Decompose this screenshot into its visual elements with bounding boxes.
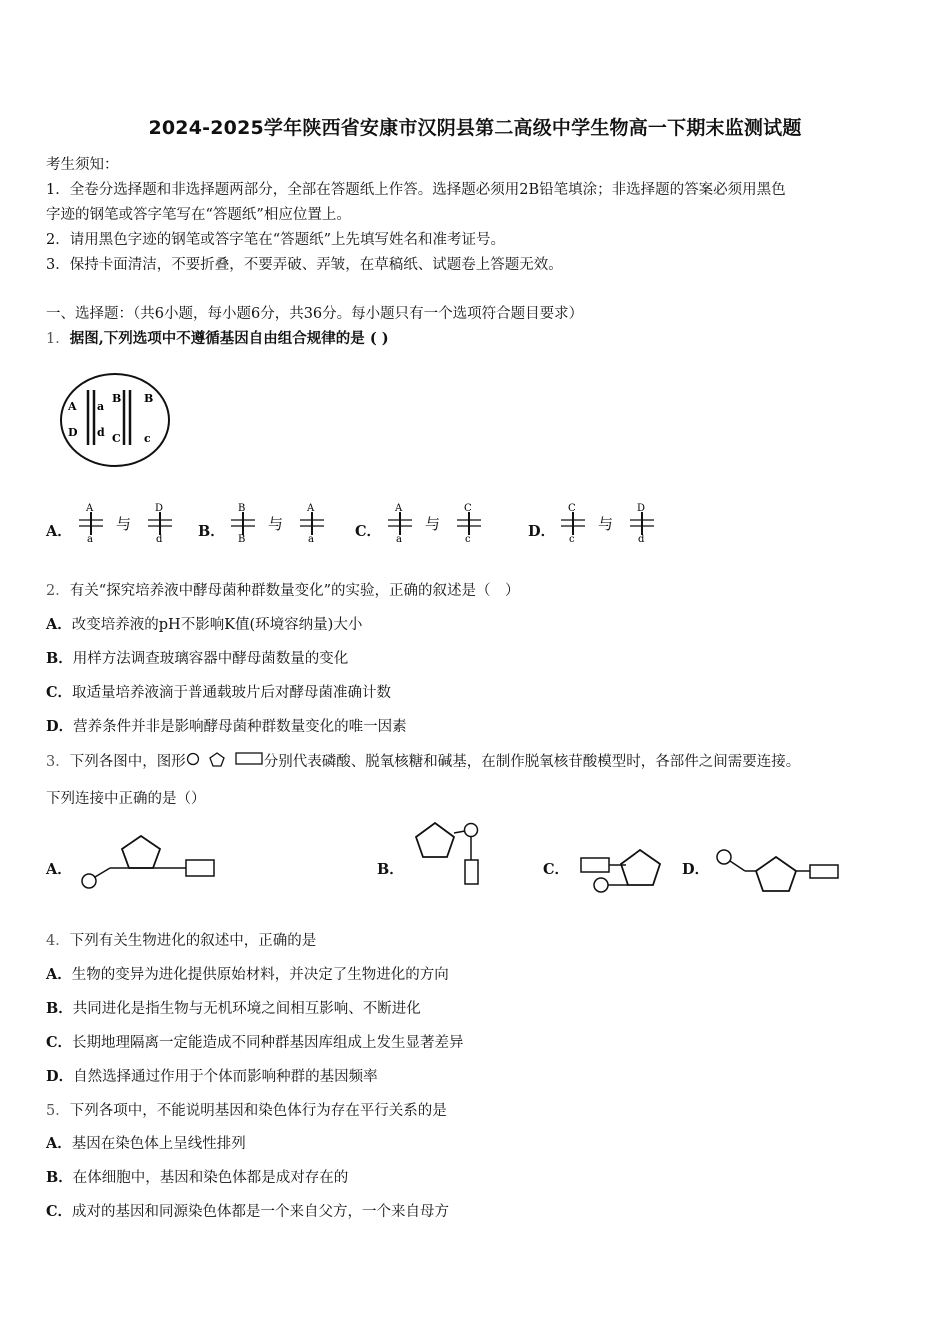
question-4-number: 4． <box>46 933 70 949</box>
q4-option-d-text: 自然选择通过作用于个体而影响种群的基因频率 <box>73 1069 378 1085</box>
q5-option-b[interactable] <box>46 1166 348 1187</box>
question-1-stem <box>46 327 389 348</box>
q2-option-c-text: 取适量培养液滴于普通载玻片后对酵母菌准确计数 <box>72 685 392 701</box>
q1-option-a-figure[interactable] <box>76 500 186 545</box>
q1-option-b-label[interactable]: B． <box>198 523 225 540</box>
q2-option-c[interactable] <box>46 681 391 702</box>
q1d-gene-2-bottom: d <box>638 534 645 545</box>
question-2-number: 2． <box>46 583 70 599</box>
q4-option-d[interactable] <box>46 1065 378 1086</box>
label-D: D <box>68 426 78 439</box>
cell-chromosome-diagram <box>58 370 173 470</box>
q4-option-c-label: C． <box>46 1034 73 1051</box>
q1a-connector: 与 <box>116 515 132 533</box>
q4-option-d-label: D． <box>46 1068 74 1085</box>
q1a-gene-1-top: A <box>86 503 94 514</box>
q4-option-b[interactable] <box>46 997 421 1018</box>
question-5-stem <box>46 1099 447 1120</box>
q1b-gene-1-top: B <box>238 503 246 514</box>
q2-option-b-label: B． <box>46 650 73 667</box>
question-3-text-pre: 下列各图中，图形 <box>69 754 186 770</box>
deoxyribose-pentagon-icon <box>210 753 224 766</box>
q3-option-b-figure[interactable] <box>405 815 490 890</box>
q2-option-a[interactable] <box>46 613 362 634</box>
q4-option-c-text: 长期地理隔离一定能造成不同种群基因库组成上发生显著差异 <box>72 1035 464 1051</box>
q4-option-a-text: 生物的变异为进化提供原始材料，并决定了生物进化的方向 <box>71 967 449 983</box>
section-heading: 一、选择题：（共6小题，每小题6分，共36分。每小题只有一个选项符合题目要求） <box>46 306 584 322</box>
label-a: a <box>97 400 105 413</box>
q1a-gene-2-bottom: d <box>156 534 163 545</box>
label-B-right: B <box>144 392 154 405</box>
q3-option-a-figure[interactable] <box>78 830 223 895</box>
question-4-stem <box>46 929 316 950</box>
question-5-text: 下列各项中，不能说明基因和染色体行为存在平行关系的是 <box>69 1103 447 1119</box>
q1a-gene-1-bottom: a <box>87 534 93 545</box>
q4-option-a-label: A． <box>46 966 72 983</box>
q5-option-c-text: 成对的基因和同源染色体都是一个来自父方，一个来自母方 <box>72 1204 450 1220</box>
label-C: C <box>112 432 121 445</box>
q3-legend-shapes <box>186 751 264 769</box>
q3-option-a-label[interactable]: A． <box>46 861 72 878</box>
q1d-connector: 与 <box>598 515 614 533</box>
phosphate-circle-icon <box>187 754 198 765</box>
q1-option-d-figure[interactable] <box>558 500 668 545</box>
q4-option-a[interactable] <box>46 963 449 984</box>
q5-option-b-label: B． <box>46 1169 73 1186</box>
q4-option-c[interactable] <box>46 1031 464 1052</box>
q2-option-d-text: 营养条件并非是影响酵母菌种群数量变化的唯一因素 <box>73 719 407 735</box>
label-d: d <box>97 426 105 439</box>
q1b-gene-2-top: A <box>307 503 315 514</box>
q1-option-a-label[interactable]: A． <box>46 523 72 540</box>
q5-option-a-label: A． <box>46 1135 72 1152</box>
q1b-gene-2-bottom: a <box>308 534 314 545</box>
q2-option-a-text: 改变培养液的pH不影响K值(环境容纳量)大小 <box>71 617 363 633</box>
q5-option-a[interactable] <box>46 1132 246 1153</box>
q1a-gene-2-top: D <box>155 503 164 514</box>
q1d-gene-1-bottom: c <box>569 534 575 545</box>
q5-option-c[interactable] <box>46 1200 449 1221</box>
q5-option-c-label: C． <box>46 1203 73 1220</box>
q3-option-d-label[interactable]: D． <box>682 861 710 878</box>
question-4-text: 下列有关生物进化的叙述中，正确的是 <box>69 933 317 949</box>
base-rectangle-icon <box>236 753 262 764</box>
q2-option-d[interactable] <box>46 715 407 736</box>
q2-option-a-label: A． <box>46 616 72 633</box>
label-c: c <box>144 432 151 445</box>
question-3-stem <box>46 750 800 771</box>
q1d-gene-2-top: D <box>637 503 646 514</box>
q3-option-b-label[interactable]: B． <box>377 861 404 878</box>
q1-option-d-label[interactable]: D． <box>528 523 556 540</box>
question-2-stem <box>46 579 520 600</box>
q3-option-d-figure[interactable] <box>712 845 842 897</box>
label-A: A <box>68 400 77 413</box>
question-3-number: 3． <box>46 754 70 770</box>
q5-option-a-text: 基因在染色体上呈线性排列 <box>71 1136 246 1152</box>
q1c-gene-1-bottom: a <box>396 534 402 545</box>
q2-option-d-label: D． <box>46 718 74 735</box>
q2-option-b-text: 用样方法调查玻璃容器中酵母菌数量的变化 <box>72 651 349 667</box>
notice-heading: 考生须知： <box>46 157 119 173</box>
question-5-number: 5． <box>46 1103 70 1119</box>
question-1-number: 1． <box>46 331 70 347</box>
q1-option-c-figure[interactable] <box>385 500 495 545</box>
q2-option-b[interactable] <box>46 647 348 668</box>
q5-option-b-text: 在体细胞中，基因和染色体都是成对存在的 <box>72 1170 349 1186</box>
q1-option-c-label[interactable]: C． <box>355 523 382 540</box>
q1c-connector: 与 <box>425 515 441 533</box>
question-3-stem-line-2: 下列连接中正确的是（） <box>46 791 206 807</box>
label-B-left: B <box>112 392 122 405</box>
q1c-gene-2-top: C <box>464 503 472 514</box>
q1d-gene-1-top: C <box>568 503 576 514</box>
q3-option-c-label[interactable]: C． <box>543 861 570 878</box>
notice-line-3: 2．请用黑色字迹的钢笔或答字笔在“答题纸”上先填写姓名和准考证号。 <box>46 232 506 248</box>
q1b-connector: 与 <box>268 515 284 533</box>
question-2-text: 有关“探究培养液中酵母菌种群数量变化”的实验，正确的叙述是（ ） <box>69 583 520 599</box>
notice-line-2: 字迹的钢笔或答字笔写在“答题纸”相应位置上。 <box>46 207 351 223</box>
q2-option-c-label: C． <box>46 684 73 701</box>
q1b-gene-1-bottom: B <box>238 534 246 545</box>
q4-option-b-label: B． <box>46 1000 73 1017</box>
question-3-text-post: 分别代表磷酸、脱氧核糖和碱基，在制作脱氧核苷酸模型时，各部件之间需要连接。 <box>263 754 801 770</box>
q1c-gene-1-top: A <box>395 503 403 514</box>
question-1-text: 据图,下列选项中不遵循基因自由组合规律的是 ( ) <box>69 330 389 347</box>
page-title: 2024-2025学年陕西省安康市汉阴县第二高级中学生物高一下期末监测试题 <box>148 117 802 139</box>
q4-option-b-text: 共同进化是指生物与无机环境之间相互影响、不断进化 <box>72 1001 421 1017</box>
q1-option-b-figure[interactable] <box>228 500 338 545</box>
q1c-gene-2-bottom: c <box>465 534 471 545</box>
notice-line-1: 1．全卷分选择题和非选择题两部分，全部在答题纸上作答。选择题必须用2B铅笔填涂；非选择题的答案必须用黑色 <box>46 182 786 198</box>
q3-option-c-figure[interactable] <box>578 840 668 898</box>
notice-line-4: 3．保持卡面清洁，不要折叠，不要弄破、弄皱，在草稿纸、试题卷上答题无效。 <box>46 257 563 273</box>
